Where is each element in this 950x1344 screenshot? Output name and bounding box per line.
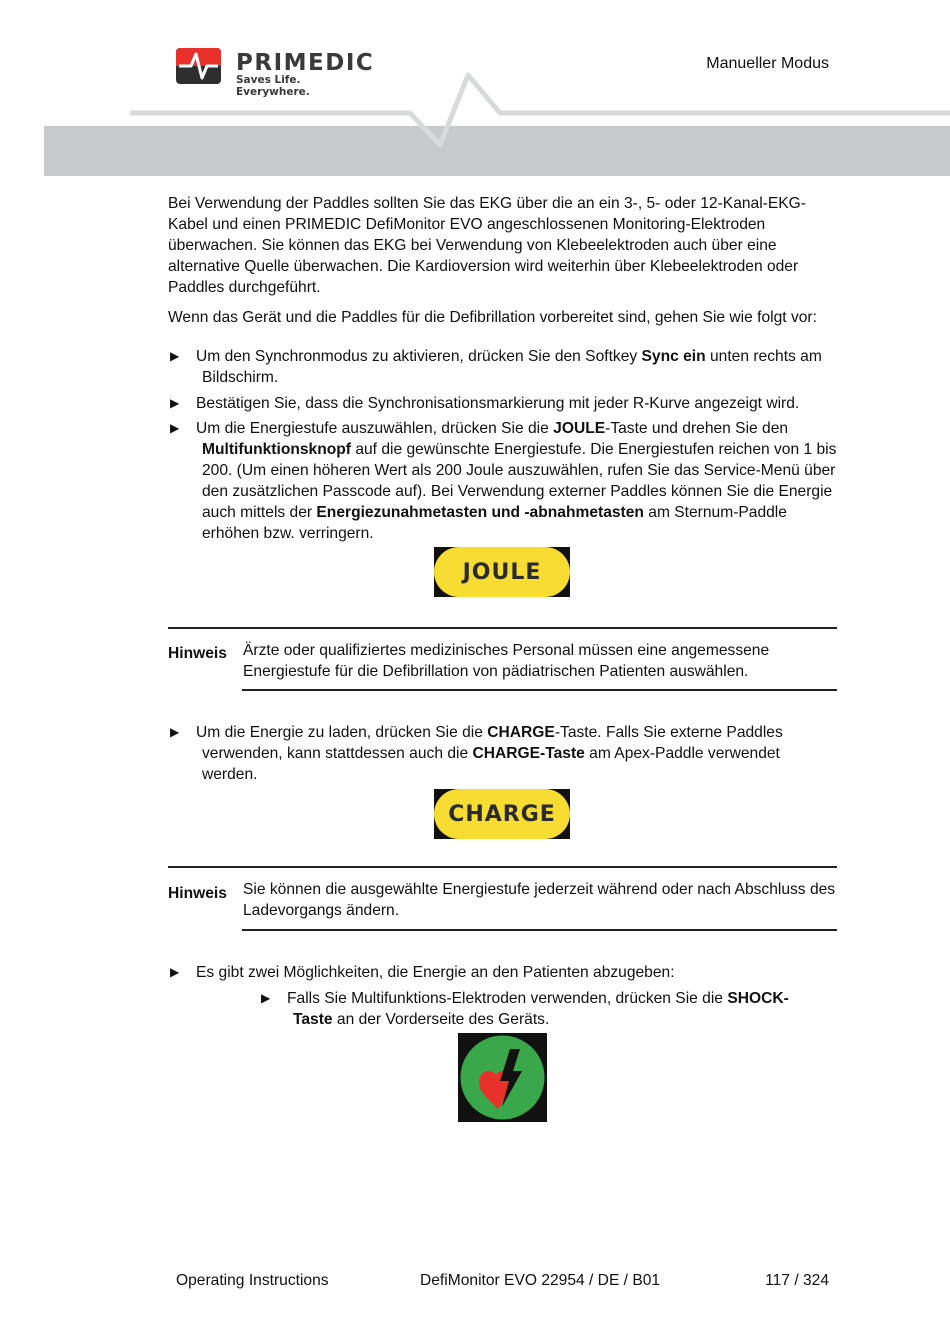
bullet-icon: ▶ [261,991,271,1005]
note-text: Ärzte oder qualifiziertes medizinisches Personal müssen eine angemessene Energiestufe für die Defibrillation von pädiatrischen Patienten auswählen. [243,642,770,680]
intro-paragraph-1: Bei Verwendung der Paddles sollten Sie das EKG über die an ein 3-, 5- oder 12-Kanal-EKG-Kabel und einen PRIMEDIC DefiMonitor EVO angeschlossenen Monitoring-Elektroden überwachen. Sie können das EKG bei Verwendung von Klebeelektroden auch über eine alternative Quelle überwachen. Die Kardioversion wird weiterhin über Klebeelektroden oder Paddles durchgeführt. [168,195,806,296]
bullet-icon: ▶ [170,396,180,410]
bullet-icon: ▶ [170,349,180,363]
charge-key-label: CHARGE [434,789,570,839]
brand-tagline: Saves Life. Everywhere. [236,74,310,98]
step-energy: ▶ Um die Energiestufe auszuwählen, drücken Sie die JOULE-Taste und drehen Sie den Multifunktionsknopf auf die gewünschte Energiestufe. Die Energiestufen reichen von 1 bis 200. (Um einen höheren Wert als 200 Joule auszuwählen, rufen Sie das Service-Menü über den zusätzlichen Passcode auf). Bei Verwendung externer Paddles können Sie die Energie auch mittels der Energiezunahmetasten und -abnahmetasten am Sternum-Paddle erhöhen bzw. verringern. [170,420,837,542]
note-rule-bottom [242,689,837,691]
shock-key-icon [458,1033,547,1122]
intro-paragraph-2: Wenn das Gerät und die Paddles für die Defibrillation vorbereitet sind, gehen Sie wie folgt vor: [168,309,817,326]
step-confirm: ▶ Bestätigen Sie, dass die Synchronisationsmarkierung mit jeder R-Kurve angezeigt wird. [170,395,800,412]
joule-key-image [434,547,570,597]
note-label: Hinweis [168,645,227,662]
note-rule-top [168,627,837,629]
bullet-icon: ▶ [170,421,180,435]
bullet-icon: ▶ [170,965,180,979]
step-sync: ▶ Um den Synchronmodus zu aktivieren, drücken Sie den Softkey Sync ein unten rechts am Bildschirm. [170,348,822,386]
note-label: Hinweis [168,885,227,902]
section-title: Manueller Modus [706,55,829,72]
footer-document-type: Operating Instructions [176,1272,329,1289]
note-rule-bottom [242,929,837,931]
ecg-decoration [0,60,950,160]
footer-document-id: DefiMonitor EVO 22954 / DE / B01 [420,1272,661,1289]
note-text: Sie können die ausgewählte Energiestufe jederzeit während oder nach Abschluss des Ladevorgangs ändern. [243,881,836,919]
charge-key-image [434,789,570,839]
joule-key-label: JOULE [434,547,570,597]
footer-page-number: 117 / 324 [765,1272,829,1289]
note-rule-top [168,866,837,868]
step-deliver: ▶ Es gibt zwei Möglichkeiten, die Energie an den Patienten abzugeben: [170,964,675,981]
brand-name: PRIMEDIC [236,50,375,76]
bullet-icon: ▶ [170,725,180,739]
step-charge: ▶ Um die Energie zu laden, drücken Sie die CHARGE-Taste. Falls Sie externe Paddles verwenden, kann stattdessen auch die CHARGE-Taste am Apex-Paddle verwendet werden. [170,724,783,783]
substep-shock: ▶ Falls Sie Multifunktions-Elektroden verwenden, drücken Sie die SHOCK-Taste an der Vorderseite des Geräts. [261,990,789,1028]
